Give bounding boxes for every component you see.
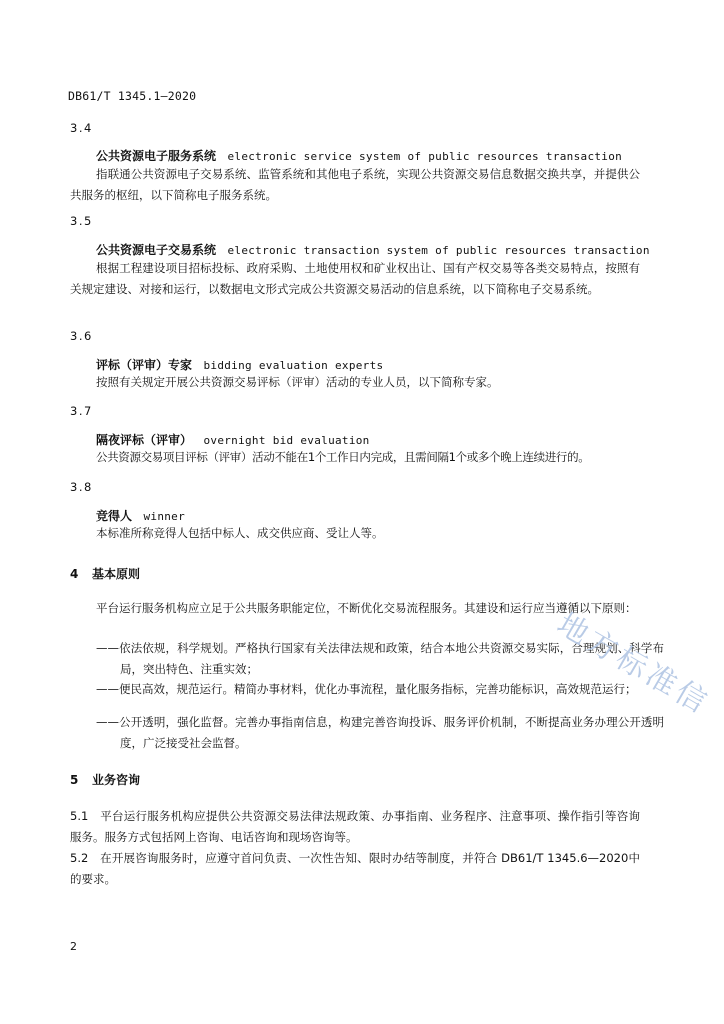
- section-number: 5: [70, 773, 79, 787]
- principle-item: ——便民高效，规范运行。精简办事材料，优化办事流程，量化服务指标，完善功能标识，高效规范运行；: [96, 682, 637, 696]
- term-3-8: [96, 507, 185, 524]
- term-3-5: [96, 241, 650, 258]
- principle-item: ——依法依规，科学规划。严格执行国家有关法律法规和政策，结合本地公共资源交易实际，合理规划、科学布局，突出特色、注重实效；: [96, 641, 664, 676]
- section-4-heading: [70, 565, 140, 582]
- definition-3-4: 指联通公共资源电子交易系统、监管系统和其他电子系统，实现公共资源交易信息数据交换共享，并提供公共服务的枢纽，以下简称电子服务系统。: [70, 167, 640, 202]
- term-cn: 竞得人: [96, 509, 133, 523]
- term-en: overnight bid evaluation: [203, 434, 370, 447]
- term-en: electronic transaction system of public resources transaction: [227, 244, 650, 257]
- term-en: winner: [143, 510, 186, 523]
- clause-number-3-6: 3.6: [70, 329, 93, 343]
- clause-5-2: 5.2 在开展咨询服务时，应遵守首问负责、一次性告知、限时办结等制度，并符合 DB61/T 1345.6—2020中的要求。: [70, 851, 640, 886]
- clause-number-3-5: 3.5: [70, 214, 93, 228]
- term-en: bidding evaluation experts: [203, 359, 384, 372]
- clause-number-3-7: 3.7: [70, 404, 93, 418]
- term-3-7: [96, 431, 370, 448]
- watermark-stamp: [545, 600, 724, 740]
- clause-5-1: 5.1 平台运行服务机构应提供公共资源交易法律法规政策、办事指南、业务程序、注意事项、操作指引等咨询服务。服务方式包括网上咨询、电话咨询和现场咨询等。: [70, 809, 640, 844]
- section-title: 业务咨询: [92, 773, 141, 787]
- term-cn: 公共资源电子服务系统: [96, 149, 217, 163]
- clause-number-3-8: 3.8: [70, 480, 93, 494]
- principle-item: ——公开透明，强化监督。完善办事指南信息，构建完善咨询投诉、服务评价机制，不断提高业务办理公开透明度，广泛接受社会监督。: [96, 715, 664, 750]
- page-number: 2: [70, 940, 77, 953]
- section-title: 基本原则: [92, 567, 141, 581]
- term-3-4: [96, 147, 622, 164]
- watermark-text: 地方标准信: [551, 606, 716, 722]
- definition-3-6: 按照有关规定开展公共资源交易评标（评审）活动的专业人员，以下简称专家。: [96, 375, 499, 389]
- term-en: electronic service system of public resources transaction: [227, 150, 623, 163]
- definition-3-7: 公共资源交易项目评标（评审）活动不能在1个工作日内完成，且需间隔1个或多个晚上连续进行的。: [96, 450, 590, 464]
- clause-number-3-4: 3.4: [70, 121, 93, 135]
- term-3-6: [96, 356, 383, 373]
- term-cn: 评标（评审）专家: [96, 358, 193, 372]
- definition-3-8: 本标准所称竞得人包括中标人、成交供应商、受让人等。: [96, 526, 384, 540]
- section-4-intro: 平台运行服务机构应立足于公共服务职能定位，不断优化交易流程服务。其建设和运行应当遵循以下原则：: [96, 601, 637, 615]
- section-5-heading: [70, 771, 140, 788]
- term-cn: 公共资源电子交易系统: [96, 243, 217, 257]
- section-number: 4: [70, 567, 79, 581]
- standard-code-header: DB61/T 1345.1—2020: [68, 89, 197, 103]
- definition-3-5: 根据工程建设项目招标投标、政府采购、土地使用权和矿业权出让、国有产权交易等各类交易特点，按照有关规定建设、对接和运行，以数据电文形式完成公共资源交易活动的信息系统，以下简称电子交易系统。: [70, 261, 640, 296]
- term-cn: 隔夜评标（评审）: [96, 433, 193, 447]
